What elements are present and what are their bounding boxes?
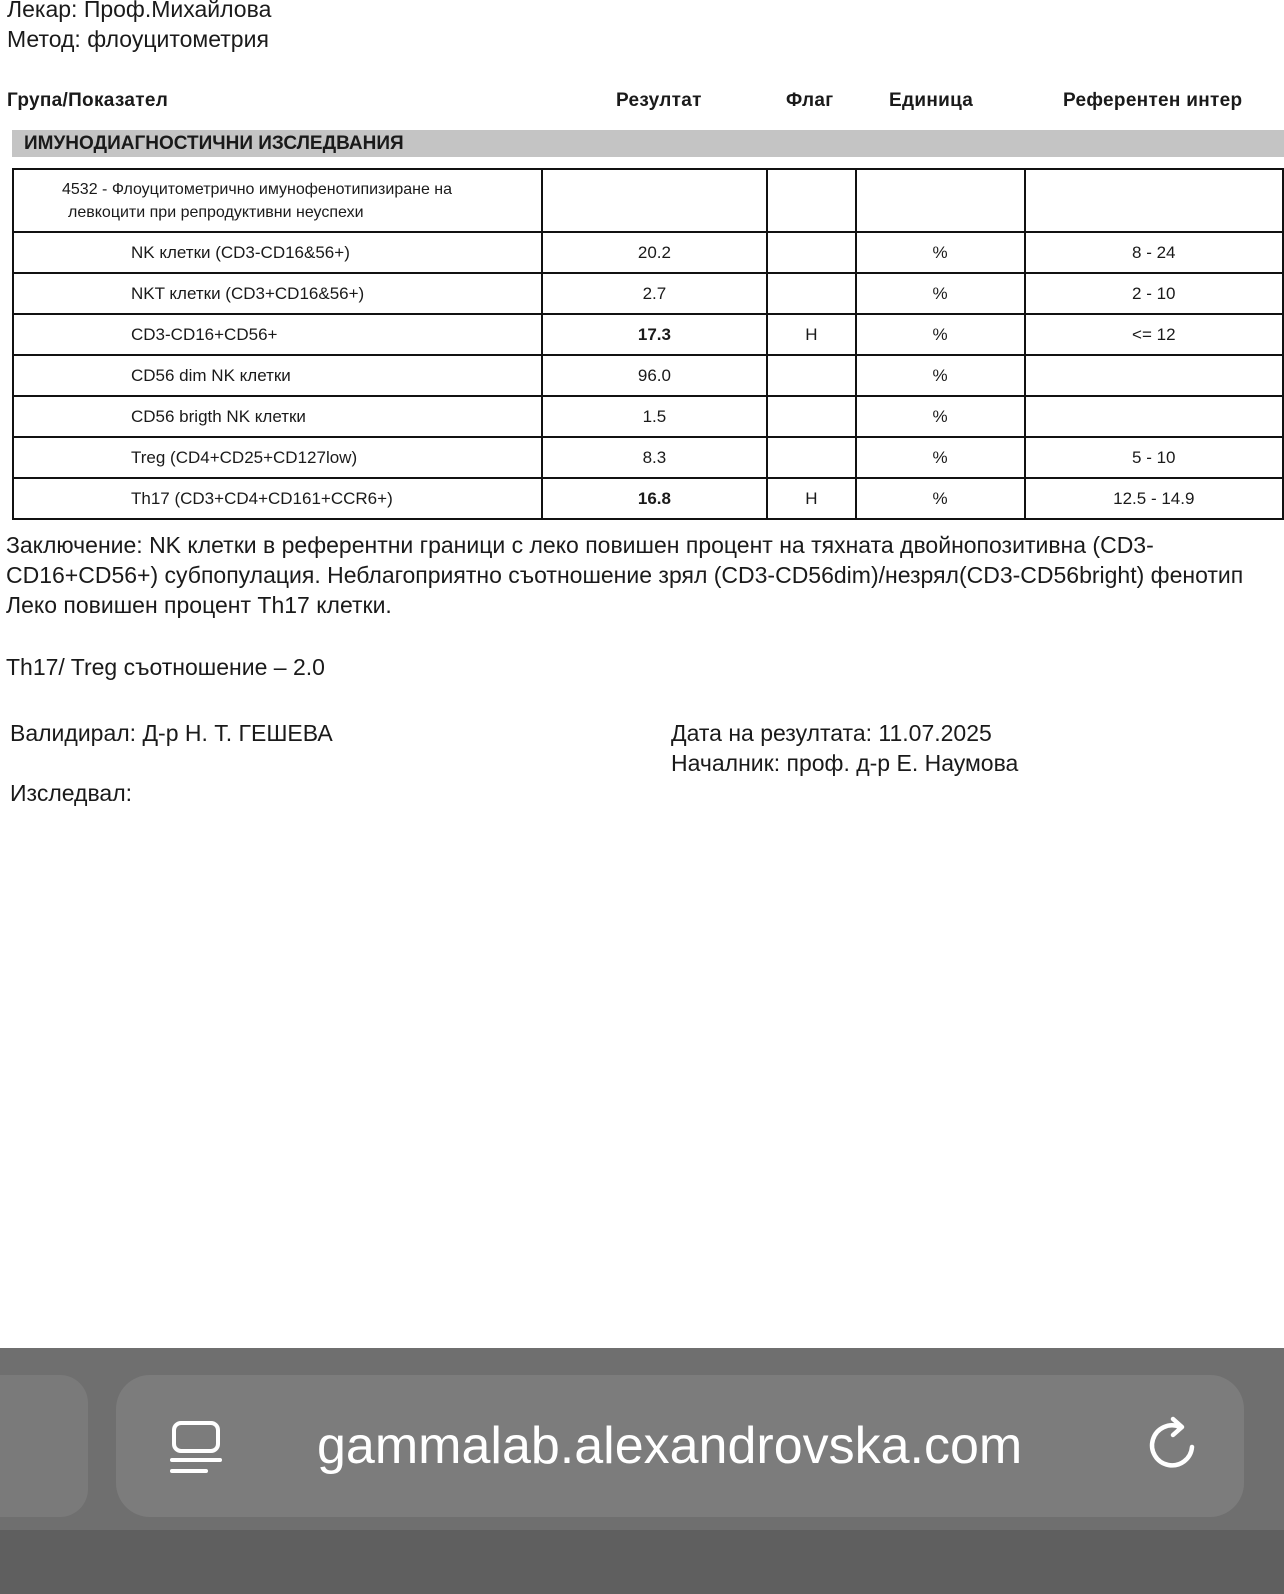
url-text[interactable]: gammalab.alexandrovska.com bbox=[317, 1417, 1023, 1475]
column-header-unit: Единица bbox=[889, 90, 974, 111]
row-name-cell: NK клетки (CD3-CD16&56+) bbox=[13, 232, 542, 273]
table-row bbox=[13, 314, 1283, 355]
column-header-flag: Флаг bbox=[786, 90, 834, 111]
row-result-cell: 1.5 bbox=[542, 396, 768, 437]
row-result-cell: 2.7 bbox=[542, 273, 768, 314]
table-row bbox=[13, 478, 1283, 519]
reload-icon[interactable] bbox=[1142, 1413, 1206, 1477]
head-of-lab: Началник: проф. д-р Е. Наумова bbox=[671, 750, 1019, 776]
group-ref-cell bbox=[1025, 169, 1283, 232]
group-name-line1: 4532 - Флоуцитометрично имунофенотипизиране на bbox=[62, 180, 453, 198]
row-flag-cell: H bbox=[767, 478, 855, 519]
examined-by: Изследвал: bbox=[10, 780, 133, 806]
doctor-line: Лекар: Проф.Михайлова bbox=[7, 0, 272, 22]
group-name-cell bbox=[13, 169, 542, 232]
row-name-cell: CD3-CD16+CD56+ bbox=[13, 314, 542, 355]
group-result-cell bbox=[542, 169, 768, 232]
ratio-line: Th17/ Treg съотношение – 2.0 bbox=[6, 654, 325, 680]
row-name-cell: Th17 (CD3+CD4+CD161+CCR6+) bbox=[13, 478, 542, 519]
table-row bbox=[13, 396, 1283, 437]
row-unit-cell: % bbox=[856, 273, 1025, 314]
row-result-cell: 96.0 bbox=[542, 355, 768, 396]
row-ref-cell: 5 - 10 bbox=[1025, 437, 1283, 478]
row-flag-cell bbox=[767, 232, 855, 273]
browser-bottom-toolbar bbox=[0, 1530, 1284, 1594]
row-unit-cell: % bbox=[856, 396, 1025, 437]
row-name-cell: CD56 dim NK клетки bbox=[13, 355, 542, 396]
validated-by: Валидирал: Д-р Н. Т. ГЕШЕВА bbox=[10, 720, 333, 746]
table-row bbox=[13, 437, 1283, 478]
page-menu-icon[interactable] bbox=[166, 1417, 226, 1477]
row-ref-cell: 12.5 - 14.9 bbox=[1025, 478, 1283, 519]
result-date: Дата на резултата: 11.07.2025 bbox=[671, 720, 992, 746]
row-flag-cell bbox=[767, 437, 855, 478]
row-ref-cell bbox=[1025, 396, 1283, 437]
row-flag-cell bbox=[767, 355, 855, 396]
row-flag-cell bbox=[767, 273, 855, 314]
conclusion-line-1: Заключение: NK клетки в референтни граници с леко повишен процент на тяхната двойнопозитивна (CD3- bbox=[6, 532, 1154, 558]
row-result-cell: 8.3 bbox=[542, 437, 768, 478]
table-row bbox=[13, 232, 1283, 273]
row-flag-cell: H bbox=[767, 314, 855, 355]
row-ref-cell bbox=[1025, 355, 1283, 396]
row-ref-cell: <= 12 bbox=[1025, 314, 1283, 355]
row-unit-cell: % bbox=[856, 437, 1025, 478]
method-line: Метод: флоуцитометрия bbox=[7, 26, 269, 52]
row-unit-cell: % bbox=[856, 355, 1025, 396]
column-header-group: Група/Показател bbox=[7, 90, 169, 111]
table-row bbox=[13, 273, 1283, 314]
row-result-cell: 20.2 bbox=[542, 232, 768, 273]
row-name-cell: NKT клетки (CD3+CD16&56+) bbox=[13, 273, 542, 314]
row-name-cell: Treg (CD4+CD25+CD127low) bbox=[13, 437, 542, 478]
row-result-cell: 17.3 bbox=[542, 314, 768, 355]
row-unit-cell: % bbox=[856, 478, 1025, 519]
row-ref-cell: 2 - 10 bbox=[1025, 273, 1283, 314]
column-header-result: Резултат bbox=[616, 90, 702, 111]
group-name-line2: левкоцити при репродуктивни неуспехи bbox=[68, 203, 364, 221]
group-flag-cell bbox=[767, 169, 855, 232]
results-table bbox=[12, 168, 1284, 520]
column-header-reference: Референтен интер bbox=[1063, 90, 1243, 111]
row-name-cell: CD56 brigth NK клетки bbox=[13, 396, 542, 437]
row-flag-cell bbox=[767, 396, 855, 437]
row-unit-cell: % bbox=[856, 232, 1025, 273]
group-row bbox=[13, 169, 1283, 232]
previous-tab-button[interactable] bbox=[0, 1375, 88, 1517]
row-result-cell: 16.8 bbox=[542, 478, 768, 519]
conclusion-line-3: Леко повишен процент Th17 клетки. bbox=[6, 592, 392, 618]
conclusion-line-2: CD16+CD56+) субпопулация. Неблагоприятно съотношение зрял (CD3-CD56dim)/незрял(CD3-CD56bright) фенотип bbox=[6, 562, 1244, 588]
row-unit-cell: % bbox=[856, 314, 1025, 355]
group-unit-cell bbox=[856, 169, 1025, 232]
row-ref-cell: 8 - 24 bbox=[1025, 232, 1283, 273]
section-title: ИМУНОДИАГНОСТИЧНИ ИЗСЛЕДВАНИЯ bbox=[12, 130, 1284, 157]
table-row bbox=[13, 355, 1283, 396]
